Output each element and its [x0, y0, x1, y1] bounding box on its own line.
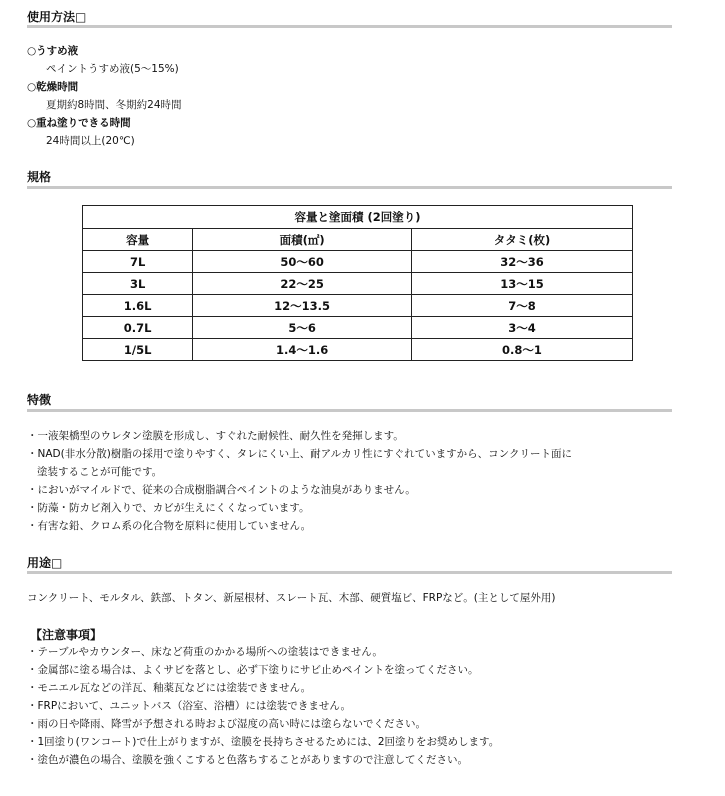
table-cell: 3L [83, 273, 193, 295]
table-row [83, 317, 633, 339]
feature-line: ・においがマイルドで、従来の合成樹脂調合ペイントのような油臭がありません。 [27, 484, 416, 496]
table-cell: 0.7L [83, 317, 193, 339]
table-cell: 7～8 [411, 295, 632, 317]
caution-line: ・1回塗り(ワンコート)で仕上がりますが、塗膜を長持ちさせるためには、2回塗りをお奨めします。 [27, 736, 500, 748]
caution-line: ・塗色が濃色の場合、塗膜を強くこすると色落ちすることがありますので注意してください。 [27, 754, 468, 766]
table-cell: 5～6 [193, 317, 412, 339]
feature-line: ・防藻・防カビ剤入りで、カビが生えにくくなっています。 [27, 502, 310, 514]
spec-table-caption: 容量と塗面積 (2回塗り) [83, 206, 633, 229]
table-cell: 12～13.5 [193, 295, 412, 317]
cautions-title: 【注意事項】 [30, 628, 103, 642]
spec-table [82, 205, 633, 361]
table-cell: 13～15 [411, 273, 632, 295]
spec-table-header: 面積(㎡) [193, 229, 412, 251]
table-row [83, 273, 633, 295]
caution-line: ・FRPにおいて、ユニットバス（浴室、浴槽）には塗装できません。 [27, 700, 351, 712]
uses-section-title: 用途□ [27, 556, 63, 570]
usage-section-title: 使用方法□ [27, 10, 87, 24]
spec-section-divider [27, 186, 672, 189]
caution-line: ・雨の日や降雨、降雪が予想される時および湿度の高い時には塗らないでください。 [27, 718, 426, 730]
table-cell: 32～36 [411, 251, 632, 273]
feature-line: 塗装することが可能です。 [37, 466, 163, 478]
feature-line: ・有害な鉛、クロム系の化合物を原料に使用していません。 [27, 520, 312, 532]
caution-line: ・テーブルやカウンター、床など荷重のかかる場所への塗装はできません。 [27, 646, 383, 658]
uses-text: コンクリート、モルタル、鉄部、トタン、新屋根材、スレート瓦、木部、硬質塩ビ、FRPなど。(主として屋外用) [27, 592, 556, 604]
table-cell: 0.8～1 [411, 339, 632, 361]
usage-item-detail: 夏期約8時間、冬期約24時間 [46, 99, 182, 111]
caution-line: ・金属部に塗る場合は、よくサビを落とし、必ず下塗りにサビ止めペイントを塗ってください。 [27, 664, 479, 676]
table-cell: 1.6L [83, 295, 193, 317]
usage-item-heading: ○重ね塗りできる時間 [27, 117, 131, 129]
table-row [83, 339, 633, 361]
usage-item-detail: 24時間以上(20℃) [46, 135, 135, 147]
spec-table-header: 容量 [83, 229, 193, 251]
table-cell: 7L [83, 251, 193, 273]
table-row [83, 295, 633, 317]
feature-line: ・一液架橋型のウレタン塗膜を形成し、すぐれた耐候性、耐久性を発揮します。 [27, 430, 404, 442]
features-section-title: 特徴 [27, 393, 52, 407]
spec-table-header-row [83, 229, 633, 251]
table-cell: 1.4～1.6 [193, 339, 412, 361]
table-row [83, 251, 633, 273]
usage-item-detail: ペイントうすめ液(5～15%) [46, 63, 179, 75]
uses-section-divider [27, 571, 672, 574]
table-cell: 3～4 [411, 317, 632, 339]
feature-line: ・NAD(非水分散)樹脂の採用で塗りやすく、タレにくい上、耐アルカリ性にすぐれていますから、コンクリート面に [27, 448, 572, 460]
table-cell: 50～60 [193, 251, 412, 273]
spec-table-header: タタミ(枚) [411, 229, 632, 251]
spec-section-title: 規格 [27, 170, 52, 184]
features-section-divider [27, 409, 672, 412]
usage-item-heading: ○乾燥時間 [27, 81, 79, 93]
table-cell: 1/5L [83, 339, 193, 361]
usage-item-heading: ○うすめ液 [27, 45, 79, 57]
caution-line: ・モニエル瓦などの洋瓦、釉薬瓦などには塗装できません。 [27, 682, 312, 694]
usage-section-divider [27, 25, 672, 28]
table-cell: 22～25 [193, 273, 412, 295]
